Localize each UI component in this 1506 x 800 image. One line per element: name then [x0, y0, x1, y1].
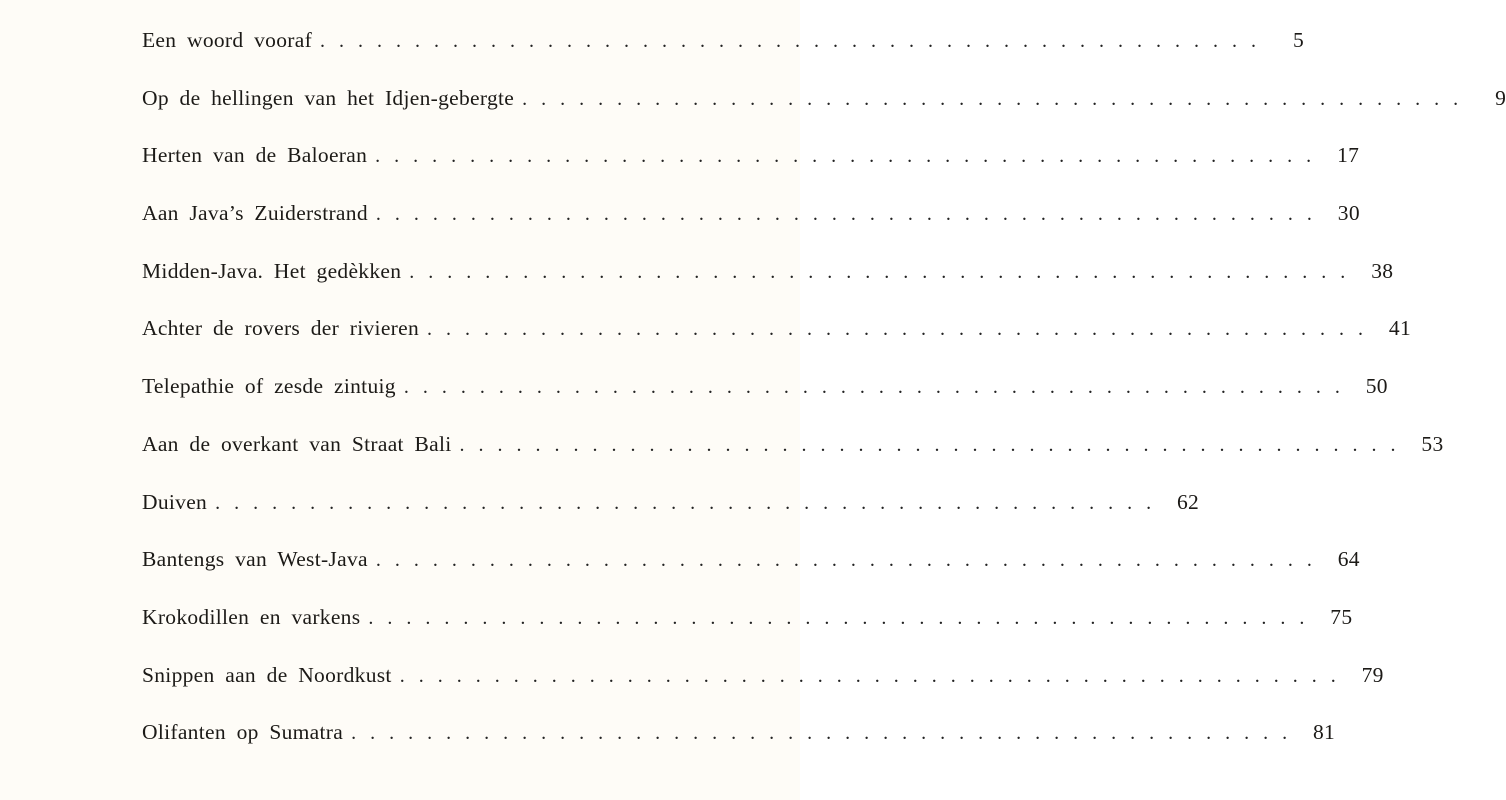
toc-entry-title: Aan Java’s Zuiderstrand	[142, 201, 368, 226]
toc-entry-page: 64	[1337, 547, 1360, 572]
toc-entry-title: Bantengs van West-Java	[142, 547, 368, 572]
toc-entry-page: 50	[1365, 374, 1388, 399]
dot-leader: ..................................................	[375, 145, 1326, 168]
toc-entry	[142, 431, 1444, 490]
toc-entry-title: Midden-Java. Het gedèkken	[142, 258, 402, 283]
toc-entry-title: Telepathie of zesde zintuig	[142, 374, 396, 399]
dot-leader: ..................................................	[375, 549, 1326, 572]
toc-entry	[142, 547, 1360, 605]
dot-leader: ..................................................	[351, 722, 1302, 745]
toc-entry	[142, 720, 1336, 778]
toc-entry	[142, 85, 1506, 144]
toc-entry	[142, 28, 1305, 86]
toc-entry	[142, 489, 1200, 548]
toc-entry-title: Herten van de Baloeran	[142, 143, 368, 168]
dot-leader: ..................................................	[409, 260, 1360, 283]
toc-entry	[142, 374, 1388, 432]
toc-entry-page: 9	[1495, 85, 1506, 110]
dot-leader: ..................................................	[427, 318, 1378, 341]
dot-leader: ..................................................	[320, 30, 1271, 52]
toc-entry	[142, 143, 1360, 201]
toc-entry-title: Duiven	[142, 489, 208, 514]
toc-entry-page: 75	[1330, 604, 1353, 629]
toc-entry-page: 30	[1337, 201, 1360, 226]
toc-entry-title: Op de hellingen van het Idjen-gebergte	[142, 85, 515, 110]
toc-entry	[142, 258, 1394, 317]
table-of-contents	[142, 28, 1506, 778]
dot-leader: ..................................................	[215, 491, 1166, 514]
dot-leader: ..................................................	[399, 664, 1350, 687]
toc-entry-page: 62	[1176, 489, 1200, 514]
dot-leader: ..................................................	[368, 606, 1319, 629]
dot-leader: ..................................................	[459, 433, 1410, 456]
toc-entry-title: Een woord vooraf	[142, 28, 313, 52]
dot-leader: ..................................................	[403, 376, 1354, 399]
toc-entry-title: Aan de overkant van Straat Bali	[142, 431, 452, 456]
dot-leader: ..................................................	[375, 203, 1326, 226]
dot-leader: ..................................................	[522, 87, 1473, 110]
toc-entry-title: Olifanten op Sumatra	[142, 720, 344, 745]
toc-entry-page: 53	[1421, 431, 1444, 456]
toc-entry-title: Krokodillen en varkens	[142, 604, 361, 629]
toc-entry	[142, 662, 1384, 721]
toc-entry	[142, 604, 1353, 663]
toc-entry	[142, 316, 1412, 374]
toc-entry-page: 79	[1361, 662, 1384, 687]
toc-entry-page: 5	[1292, 28, 1305, 52]
toc-entry	[142, 201, 1360, 259]
toc-entry-page: 81	[1312, 720, 1336, 745]
toc-entry-page: 17	[1337, 143, 1360, 168]
toc-entry-page: 38	[1371, 258, 1394, 283]
toc-entry-title: Achter de rovers der rivieren	[142, 316, 420, 341]
toc-entry-page: 41	[1388, 316, 1412, 341]
toc-entry-title: Snippen aan de Noordkust	[142, 662, 392, 687]
